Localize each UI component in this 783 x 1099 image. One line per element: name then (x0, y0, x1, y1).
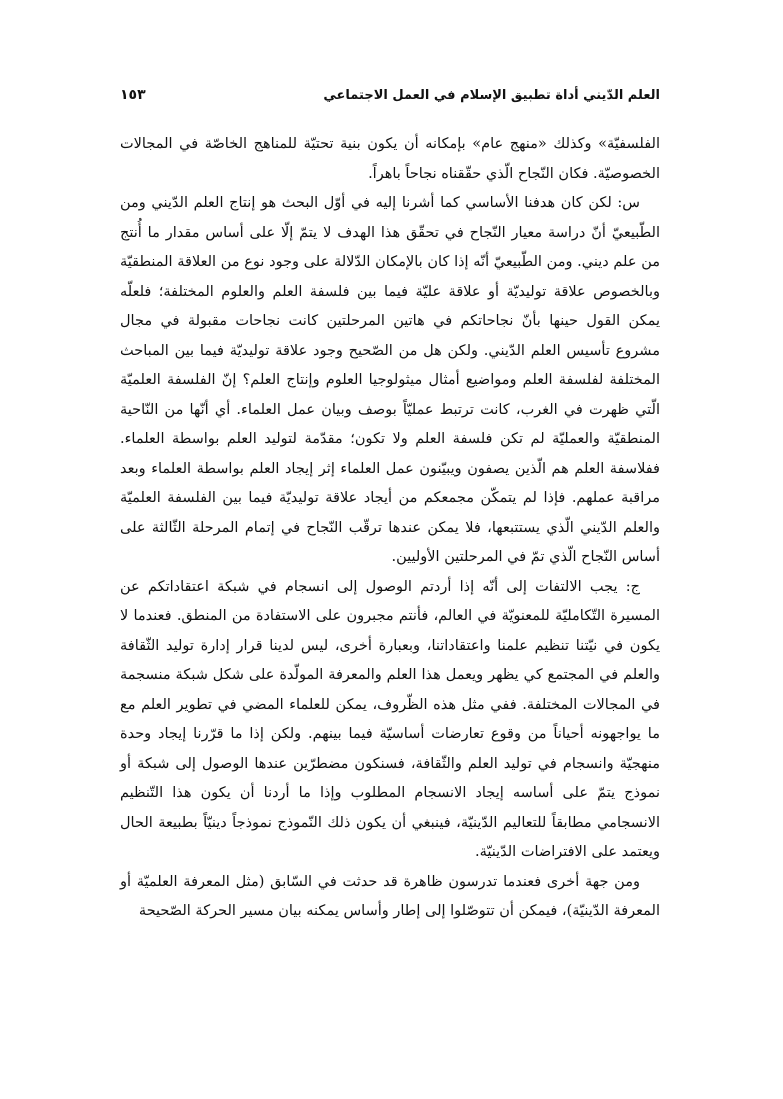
body-text (120, 130, 660, 927)
running-title: العلم الدّيني أداة تطبيق الإسلام في العمل الاجتماعي (323, 87, 660, 103)
paragraph-continuation: الفلسفيّة» وكذلك «منهج عام» بإمكانه أن يكون بنية تحتيّة للمناهج الخاصّة في المجالات الخصوصيّة. فكان النّجاح الّذي حقّقناه نجاحاً باهراً. (120, 136, 660, 182)
paragraph-answer: ج: يجب الالتفات إلى أنّه إذا أردتم الوصول إلى انسجام في شبكة اعتقاداتكم عن المسيرة التّكامليّة للمعنويّة في العالم، فأنتم مجبرون على الاستفادة من المنطق. فعندما لا يكون في نيّتنا تنظيم علمنا واعتقاداتنا، وبعبارة أخرى، ليس لدينا قرار إدارة توليد الثّقافة والعلم في المجتمع كي يظهر ويعمل هذا العلم والمعرفة المولّدة على شكل شبكة منسجمة في المجالات المختلفة. ففي مثل هذه الظّروف، يمكن للعلماء المضي في تطوير العلم مع ما يواجهونه أحياناً من وقوع تعارضات أساسيّة فيما بينهم. ولكن إذا ما قرّرنا إيجاد وحدة منهجيّة وانسجام في توليد العلم والثّقافة، فسنكون مضطرّين عندها الوصول إلى شبكة أو نموذج يتمّ على أساسه إيجاد الانسجام المطلوب وإذا ما أردنا أن يكون هذا التّنظيم الانسجامي مطابقاً للتعاليم الدّينيّة، فينبغي أن يكون ذلك النّموذج نموذجاً دينيّاً بطبيعة الحال ويعتمد على الافتراضات الدّينيّة. (120, 578, 660, 860)
paragraph-continued: ومن جهة أخرى فعندما تدرسون ظاهرة قد حدثت في السّابق (مثل المعرفة العلميّة أو المعرفة الدّينيّة)، فيمكن أن تتوصّلوا إلى إطار وأساس يمكنه بيان مسير الحركة الصّحيحة (120, 873, 660, 919)
running-header (120, 82, 660, 108)
paragraph-question: س: لكن كان هدفنا الأساسي كما أشرنا إليه في أوّل البحث هو إنتاج العلم الدّيني ومن الطّبيعيّ أنّ دراسة معيار النّجاح في تحقّق هذا الهدف لا يتمّ إلّا على أساس مقدار ما أُنتج من علم ديني. ومن الطّبيعيّ أنّه إذا كان بالإمكان الدّلالة على وجود نوع من العلاقة المنطقيّة وبالخصوص علاقة توليديّة أو علاقة عليّة فيما بين فلسفة العلم والعلوم المختلفة؛ فلعلّه يمكن القول حينها بأنّ نجاحاتكم في هاتين المرحلتين كانت نجاحات مقبولة في مجال مشروع تأسيس العلم الدّيني. ولكن هل من الصّحيح وجود علاقة توليديّة فيما بين المباحث المختلفة لفلسفة العلم ومواضيع أمثال ميثولوجيا العلوم وإنتاج العلم؟ إنّ الفلسفة العلميّة الّتي ظهرت في الغرب، كانت ترتبط عمليّاً بوصف وبيان عمل العلماء. أي أنّها من النّاحية المنطقيّة والعمليّة لم تكن فلسفة العلم ولا تكون؛ مقدّمة لتوليد العلم بواسطة العلماء. ففلاسفة العلم هم الّذين يصفون ويبيّنون عمل العلماء إثر إيجاد العلم بواسطة العلماء وبعد مراقبة عملهم. فإذا لم يتمكّن مجمعكم من أيجاد علاقة توليديّة فيما بين الفلسفة العلميّة والعلم الدّيني الّذي يستتبعها، فلا يمكن عندها ترقّب النّجاح في إتمام المرحلة الثّالثة على أساس النّجاح الّذي تمّ في المرحلتين الأوليين. (120, 195, 660, 565)
page-number: ١٥٣ (120, 87, 146, 103)
